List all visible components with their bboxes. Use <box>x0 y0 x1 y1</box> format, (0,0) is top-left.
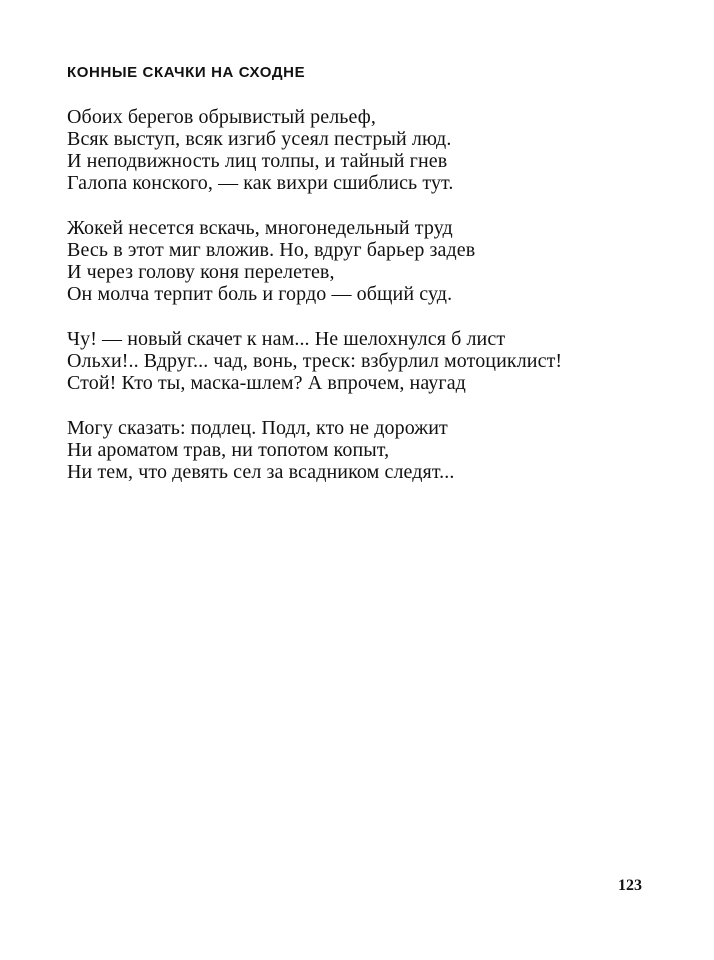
verse-line: Ни тем, что девять сел за всадником следят... <box>67 461 455 483</box>
page-number: 123 <box>618 877 642 894</box>
verse-line: Галопа конского, — как вихри сшиблись тут. <box>67 172 454 194</box>
verse-line: Ольхи!.. Вдруг... чад, вонь, треск: взбурлил мотоциклист! <box>67 350 563 372</box>
poem-title: КОННЫЕ СКАЧКИ НА СХОДНЕ <box>67 64 306 81</box>
verse-line: Всяк выступ, всяк изгиб усеял пестрый люд. <box>67 128 452 150</box>
stanza-4 <box>67 417 454 483</box>
verse-line: Могу сказать: подлец. Подл, кто не дорожит <box>67 417 448 439</box>
verse-line: Ни ароматом трав, ни топотом копыт, <box>67 439 390 461</box>
verse-line: Стой! Кто ты, маска-шлем? А впрочем, наугад <box>67 372 466 394</box>
stanza-1 <box>67 106 453 194</box>
verse-line: И через голову коня перелетев, <box>67 261 335 283</box>
verse-line: Обоих берегов обрывистый рельеф, <box>67 106 376 128</box>
stanza-3 <box>67 328 562 394</box>
verse-line: Он молча терпит боль и гордо — общий суд. <box>67 283 453 305</box>
verse-line: И неподвижность лиц толпы, и тайный гнев <box>67 150 448 172</box>
verse-line: Жокей несется вскачь, многонедельный труд <box>67 217 453 239</box>
verse-line: Чу! — новый скачет к нам... Не шелохнулся б лист <box>67 328 506 350</box>
stanza-2 <box>67 217 475 305</box>
verse-line: Весь в этот миг вложив. Но, вдруг барьер задев <box>67 239 476 261</box>
